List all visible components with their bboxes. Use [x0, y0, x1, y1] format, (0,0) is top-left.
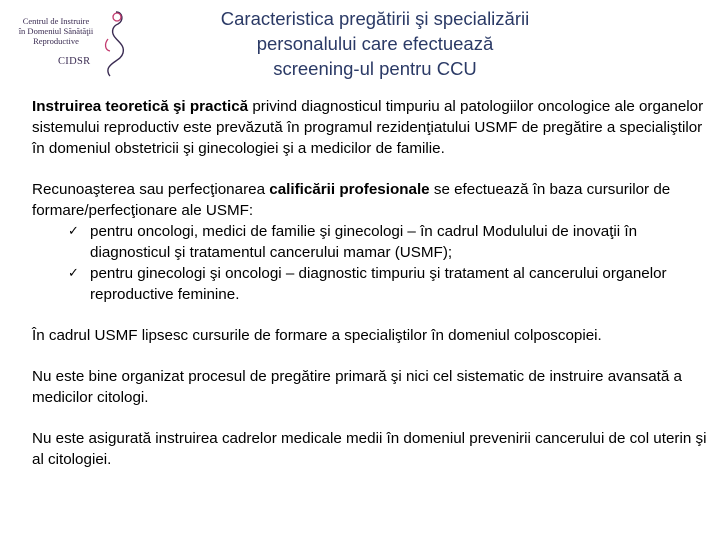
checkmark-icon: ✓: [68, 266, 79, 281]
slide-body: [32, 96, 716, 470]
mother-child-figure-icon: [98, 8, 132, 78]
checkmark-icon: ✓: [68, 224, 79, 239]
paragraph-qualification: [32, 179, 716, 221]
list-item: [32, 263, 716, 305]
logo-line: Centrul de Instruire: [22, 16, 90, 26]
paragraph-cytologists: Nu este bine organizat procesul de pregătire primară şi nici cel sistematic de instruire avansată a medicilor citologi.: [32, 368, 683, 406]
course-list: [32, 221, 716, 305]
logo-line: Reproductive: [33, 36, 79, 46]
title-line: screening-ul pentru CCU: [273, 58, 477, 79]
logo: [10, 8, 130, 72]
logo-text: [14, 16, 98, 46]
paragraph-training: [32, 96, 716, 159]
paragraph-text: se efectuează în baza cursurilor de formare/perfecţionare ale USMF:: [32, 181, 671, 219]
paragraph-colposcopy: În cadrul USMF lipsesc cursurile de formare a specialiştilor în domeniul colposcopiei.: [32, 327, 602, 344]
paragraph-text: Recunoaşterea sau perfecţionarea: [32, 181, 270, 198]
logo-abbreviation: CIDSR: [58, 56, 91, 67]
list-item-text: pentru oncologi, medici de familie şi ginecologi – în cadrul Modulului de inovaţii în diagnosticul şi tratamentul cancerului mamar (USMF);: [90, 223, 638, 261]
page-title: [150, 6, 600, 81]
list-item: [32, 221, 716, 263]
emphasis: Instruirea teoretică şi practică: [32, 98, 249, 115]
paragraph-nursing: Nu este asigurată instruirea cadrelor medicale medii în domeniul prevenirii cancerului de col uterin şi al citologiei.: [32, 430, 707, 468]
paragraph-text: privind diagnosticul timpuriu al patologiilor oncologice ale organelor sistemului reproductiv este prevăzută în programul rezidenţiatului USMF de pregătire a specialiştilor în domeniul obstetricii şi ginecologiei şi a medicilor de familie.: [32, 98, 704, 157]
title-line: personalului care efectuează: [256, 33, 494, 54]
title-line: Caracteristica pregătirii şi specializării: [220, 8, 530, 29]
list-item-text: pentru ginecologi şi oncologi – diagnostic timpuriu şi tratament al cancerului organelor reproductive feminine.: [90, 265, 667, 303]
logo-line: în Domeniul Sănătăţii: [18, 26, 94, 36]
emphasis: calificării profesionale: [269, 181, 430, 198]
